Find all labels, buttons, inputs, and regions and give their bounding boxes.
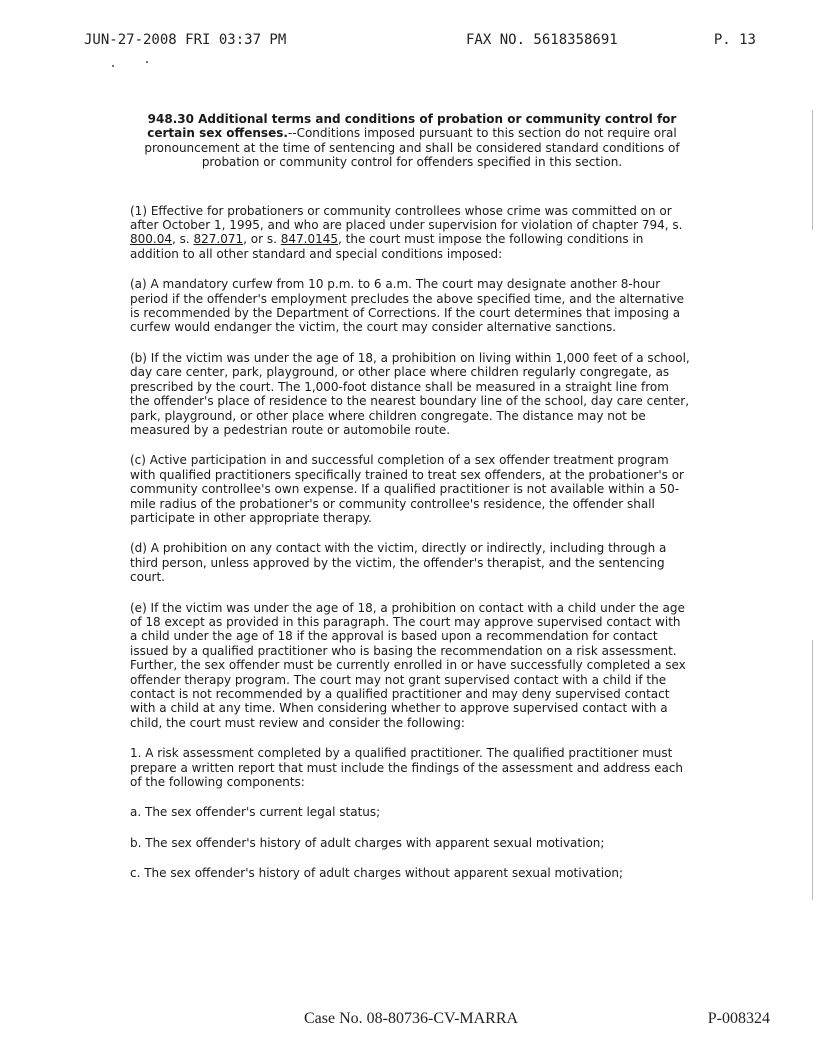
scan-speck bbox=[112, 65, 114, 67]
paragraph-e: (e) If the victim was under the age of 18, a prohibition on contact with a child under the age of 18 except as provided in this paragraph. The court may approve supervised contact with a child under the age of 18 if the approval is based upon a recommendation for contact issued by a qualified practitioner who is basing the recommendation on a risk assessment. Further, the sex offender must be currently enrolled in or have successfully completed a sex offender therapy program. The court may not grant supervised contact with a child if the contact is not recommended by a qualified practitioner and may deny supervised contact with a child at any time. When considering whether to approve supervised contact with a child, the court must review and consider the following: bbox=[130, 600, 686, 730]
fax-number: FAX NO. 5618358691 bbox=[466, 32, 618, 48]
case-number: Case No. 08-80736-CV-MARRA bbox=[304, 1010, 519, 1027]
item-c: c. The sex offender's history of adult charges without apparent sexual motivation; bbox=[130, 866, 624, 881]
paragraph-a: (a) A mandatory curfew from 10 p.m. to 6 a.m. The court may designate another 8-hour period if the offender's employment precludes the above specified time, and the alternative is recommended by the Department of Corrections. If the court determines that imposing a curfew would endanger the victim, the court may consider alternative sanctions. bbox=[130, 277, 685, 335]
item-a: a. The sex offender's current legal status; bbox=[130, 805, 381, 820]
statute-body bbox=[130, 112, 690, 881]
bates-number: P-008324 bbox=[707, 1010, 770, 1027]
scan-specks bbox=[110, 60, 150, 70]
paragraph-d: (d) A prohibition on any contact with the victim, directly or indirectly, including through a third person, unless approved by the victim, the offender's therapist, and the sentencing court. bbox=[130, 541, 667, 585]
scan-edge-line bbox=[812, 640, 813, 900]
paragraph-c: (c) Active participation in and successful completion of a sex offender treatment program with qualified practitioners specifically trained to treat sex offenders, at the probationer's or community controllee's own expense. If a qualified practitioner is not available within a 50-mile radius of the probationer's or community controllee's residence, the offender shall participate in other appropriate therapy. bbox=[130, 453, 684, 525]
separator-text: , or s. bbox=[243, 232, 281, 247]
statute-link-847-0145[interactable]: 847.0145 bbox=[280, 232, 339, 247]
paragraph-e-1: 1. A risk assessment completed by a qualified practitioner. The qualified practitioner must prepare a written report that must include the findings of the assessment and address each of the following components: bbox=[130, 746, 684, 790]
fax-header bbox=[84, 32, 756, 52]
scan-edge-line bbox=[812, 110, 813, 230]
scan-speck bbox=[146, 61, 148, 63]
statute-link-827-071[interactable]: 827.071 bbox=[193, 232, 244, 247]
separator-text: , s. bbox=[172, 232, 194, 247]
fax-date-time: JUN-27-2008 FRI 03:37 PM bbox=[84, 32, 287, 48]
statute-title: 948.30 Additional terms and conditions of probation or community control for certain sex offenses. bbox=[147, 112, 677, 141]
subsection-1 bbox=[130, 204, 690, 262]
paragraph-b: (b) If the victim was under the age of 18, a prohibition on living within 1,000 feet of a school, day care center, park, playground, or other place where children regularly congregate, as prescribed by the court. The 1,000-foot distance shall be measured in a straight line from the offender's place of residence to the nearest boundary line of the school, day care center, park, playground, or other place where children congregate. The distance may not be measured by a pedestrian route or automobile route. bbox=[130, 350, 690, 437]
subsection-1-outro: , the court must impose the following conditions in addition to all other standard and special conditions imposed: bbox=[130, 232, 644, 261]
statute-link-800-04[interactable]: 800.04 bbox=[130, 232, 172, 247]
page-footer bbox=[0, 1010, 816, 1034]
item-b: b. The sex offender's history of adult charges with apparent sexual motivation; bbox=[130, 835, 605, 850]
statute-heading bbox=[138, 112, 686, 170]
statute-preamble: --Conditions imposed pursuant to this section do not require oral pronouncement at the time of sentencing and shall be considered standard conditions of probation or community control for offenders specified in this section. bbox=[144, 126, 680, 170]
subsection-1-intro: (1) Effective for probationers or community controllees whose crime was committed on or after October 1, 1995, and who are placed under supervision for violation of chapter 794, s. bbox=[130, 203, 683, 233]
fax-page-number: P. 13 bbox=[713, 32, 756, 48]
